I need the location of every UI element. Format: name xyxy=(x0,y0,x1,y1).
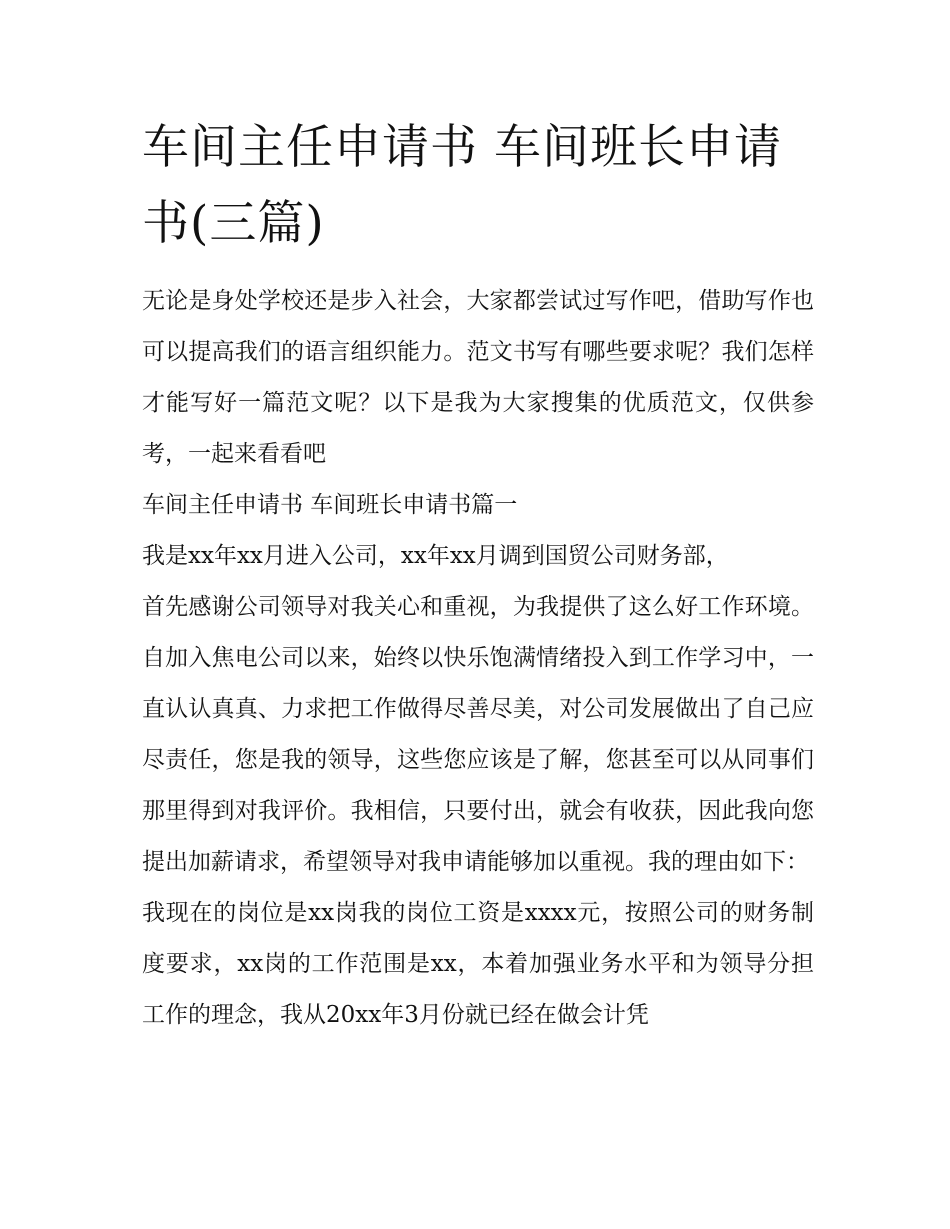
body-paragraph: 我现在的岗位是xx岗我的岗位工资是xxxx元，按照公司的财务制度要求，xx岗的工作范围是xx，本着加强业务水平和为领导分担工作的理念，我从20xx年3月份就已经在做会计凭 xyxy=(142,900,814,1028)
body-paragraph: 我是xx年xx月进入公司，xx年xx月调到国贸公司财务部， xyxy=(142,543,729,569)
intro-paragraph: 无论是身处学校还是步入社会，大家都尝试过写作吧，借助写作也可以提高我们的语言组织能力。范文书写有哪些要求呢？我们怎样才能写好一篇范文呢？以下是我为大家搜集的优质范文，仅供参考，一起来看看吧 xyxy=(142,288,814,467)
document-body xyxy=(142,276,814,1041)
document-title: 车间主任申请书 车间班长申请书(三篇) xyxy=(142,120,782,251)
section-heading: 车间主任申请书 车间班长申请书篇一 xyxy=(142,492,518,518)
body-paragraph: 首先感谢公司领导对我关心和重视，为我提供了这么好工作环境。自加入焦电公司以来，始终以快乐饱满情绪投入到工作学习中，一直认认真真、力求把工作做得尽善尽美，对公司发展做出了自己应尽责任，您是我的领导，这些您应该是了解，您甚至可以从同事们那里得到对我评价。我相信，只要付出，就会有收获，因此我向您提出加薪请求，希望领导对我申请能够加以重视。我的理由如下： xyxy=(142,594,814,875)
